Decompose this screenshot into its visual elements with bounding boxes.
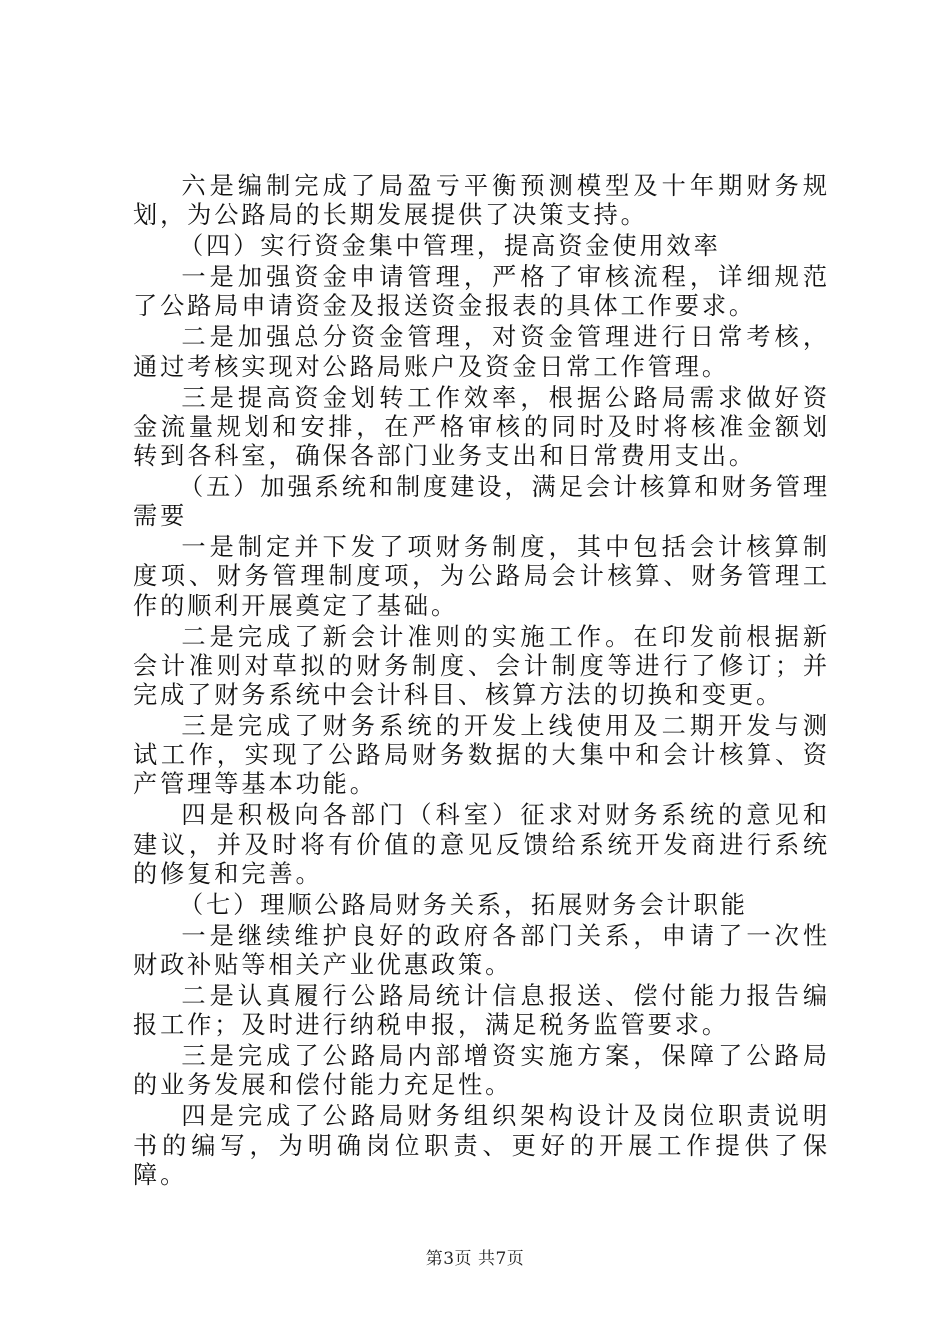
paragraph-government-relations: 一是继续维护良好的政府各部门关系，申请了一次性财政补贴等相关产业优惠政策。: [133, 921, 830, 980]
section-heading-5: （五）加强系统和制度建设，满足会计核算和财务管理需要: [133, 473, 830, 531]
paragraph-capital-increase: 三是完成了公路局内部增资实施方案，保障了公路局的业务发展和偿付能力充足性。: [133, 1042, 830, 1100]
paragraph-system-development: 三是完成了财务系统的开发上线使用及二期开发与测试工作，实现了公路局财务数据的大集中和会计核算、资产管理等基本功能。: [133, 712, 830, 799]
paragraph-statistics-reporting: 二是认真履行公路局统计信息报送、偿付能力报告编报工作；及时进行纳税申报，满足税务监管要求。: [133, 982, 830, 1040]
page-number-footer: 第3页 共7页: [425, 1249, 525, 1269]
document-body: [133, 172, 830, 1192]
section-heading-4: （四）实行资金集中管理，提高资金使用效率: [178, 232, 721, 261]
paragraph-financial-rules: 一是制定并下发了项财务制度，其中包括会计核算制度项、财务管理制度项，为公路局会计核算、财务管理工作的顺利开展奠定了基础。: [133, 533, 830, 620]
paragraph-6-planning: 六是编制完成了局盈亏平衡预测模型及十年期财务规划，为公路局的长期发展提供了决策支持。: [133, 172, 830, 230]
paragraph-fund-management: 二是加强总分资金管理，对资金管理进行日常考核，通过考核实现对公路局账户及资金日常工作管理。: [133, 323, 830, 381]
paragraph-accounting-standards: 二是完成了新会计准则的实施工作。在印发前根据新会计准则对草拟的财务制度、会计制度等进行了修订；并完成了财务系统中会计科目、核算方法的切换和变更。: [133, 622, 830, 710]
paragraph-fund-transfer: 三是提高资金划转工作效率，根据公路局需求做好资金流量规划和安排，在严格审核的同时及时将核准金额划转到各科室，确保各部门业务支出和日常费用支出。: [133, 383, 830, 471]
section-heading-7: （七）理顺公路局财务关系，拓展财务会计职能: [178, 890, 748, 919]
paragraph-system-feedback: 四是积极向各部门（科室）征求对财务系统的意见和建议，并及时将有价值的意见反馈给系统开发商进行系统的修复和完善。: [133, 801, 830, 888]
paragraph-org-structure: 四是完成了公路局财务组织架构设计及岗位职责说明书的编写，为明确岗位职责、更好的开展工作提供了保障。: [133, 1102, 830, 1189]
paragraph-fund-application: 一是加强资金申请管理，严格了审核流程，详细规范了公路局申请资金及报送资金报表的具体工作要求。: [133, 263, 830, 321]
